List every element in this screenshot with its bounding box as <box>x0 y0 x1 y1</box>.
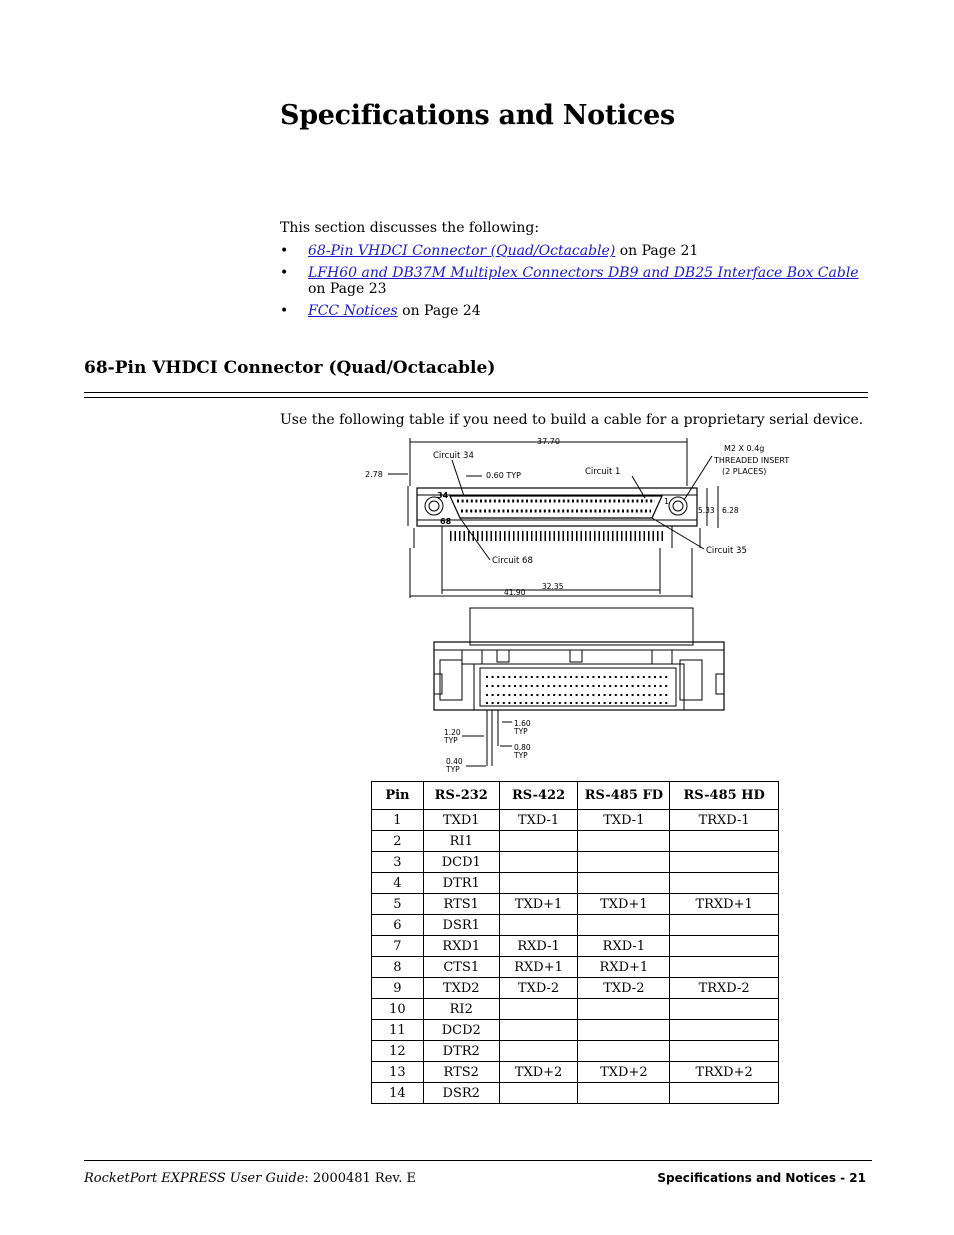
footer-doc-number: : 2000481 Rev. E <box>304 1171 416 1186</box>
table-cell <box>670 1020 779 1041</box>
dim-label: 0.40 <box>446 757 463 766</box>
table-cell: RTS2 <box>423 1062 499 1083</box>
circuit-label: Circuit 68 <box>492 556 533 566</box>
table-cell <box>578 852 670 873</box>
table-cell: TRXD-1 <box>670 810 779 831</box>
section-rule <box>84 397 868 398</box>
table-cell: RXD+1 <box>499 957 578 978</box>
table-cell <box>578 999 670 1020</box>
connector-top-view <box>365 437 789 598</box>
dim-label: 32.35 <box>542 582 564 591</box>
table-cell: TXD-2 <box>578 978 670 999</box>
table-cell <box>670 936 779 957</box>
table-row <box>372 894 779 915</box>
table-cell: DSR1 <box>423 915 499 936</box>
table-cell: 8 <box>372 957 424 978</box>
note-label: (2 PLACES) <box>722 467 767 476</box>
circuit-label: Circuit 1 <box>585 467 621 477</box>
table-cell: TRXD-2 <box>670 978 779 999</box>
column-header: RS-485 HD <box>670 782 779 810</box>
table-cell: 5 <box>372 894 424 915</box>
toc-item <box>280 265 880 297</box>
table-cell: TXD-1 <box>578 810 670 831</box>
column-header: Pin <box>372 782 424 810</box>
table-cell <box>670 1041 779 1062</box>
table-cell <box>670 999 779 1020</box>
table-cell: DCD1 <box>423 852 499 873</box>
footer-page-label: Specifications and Notices - 21 <box>657 1171 866 1185</box>
table-cell: TXD+1 <box>578 894 670 915</box>
table-cell <box>578 1041 670 1062</box>
toc-list <box>280 243 880 325</box>
bullet: • <box>280 243 289 259</box>
toc-link-vhdci[interactable]: 68-Pin VHDCI Connector (Quad/Octacable) <box>308 243 616 259</box>
intro-text: This section discusses the following: <box>280 220 540 236</box>
table-row <box>372 1062 779 1083</box>
dim-label: 0.80 <box>514 743 531 752</box>
dim-label: 1.60 <box>514 719 531 728</box>
table-cell: TXD1 <box>423 810 499 831</box>
pin-label: 1 <box>664 497 670 506</box>
table-cell: 2 <box>372 831 424 852</box>
footer-rule <box>84 1160 872 1161</box>
table-cell: 14 <box>372 1083 424 1104</box>
table-cell <box>670 873 779 894</box>
table-cell: 1 <box>372 810 424 831</box>
table-cell <box>499 1041 578 1062</box>
table-cell: RTS1 <box>423 894 499 915</box>
table-row <box>372 831 779 852</box>
table-cell: RXD1 <box>423 936 499 957</box>
toc-item <box>280 243 880 259</box>
note-label: THREADED INSERT <box>714 456 790 465</box>
table-cell: RXD+1 <box>578 957 670 978</box>
table-cell <box>670 852 779 873</box>
table-cell: CTS1 <box>423 957 499 978</box>
table-cell <box>578 1083 670 1104</box>
toc-page-ref: on Page 24 <box>397 303 481 319</box>
table-cell <box>499 999 578 1020</box>
dim-label: 2.78 <box>365 470 383 479</box>
dim-label: TYP <box>446 765 460 774</box>
table-body <box>372 810 779 1104</box>
table-row <box>372 1020 779 1041</box>
table-cell <box>578 915 670 936</box>
table-cell <box>670 831 779 852</box>
footer-guide-name: RocketPort EXPRESS User Guide <box>84 1171 305 1186</box>
toc-page-ref: on Page 21 <box>615 243 699 259</box>
table-cell <box>499 831 578 852</box>
table-cell <box>499 915 578 936</box>
table-cell: DCD2 <box>423 1020 499 1041</box>
table-cell <box>670 957 779 978</box>
page-title: Specifications and Notices <box>280 100 675 131</box>
table-cell: TXD+2 <box>499 1062 578 1083</box>
table-cell: 13 <box>372 1062 424 1083</box>
table-cell: TRXD+2 <box>670 1062 779 1083</box>
column-header: RS-422 <box>499 782 578 810</box>
dim-label: TYP <box>514 727 528 736</box>
dim-label: 41.90 <box>504 588 526 597</box>
table-row <box>372 999 779 1020</box>
table-row <box>372 978 779 999</box>
table-cell: 4 <box>372 873 424 894</box>
connector-drawing <box>362 436 802 776</box>
toc-item <box>280 303 880 319</box>
table-cell: DTR1 <box>423 873 499 894</box>
circuit-label: Circuit 34 <box>433 451 474 461</box>
dim-label: 6.28 <box>722 506 739 515</box>
dim-label: TYP <box>514 751 528 760</box>
dim-label: 37.70 <box>537 437 560 446</box>
table-row <box>372 852 779 873</box>
table-cell: RXD-1 <box>578 936 670 957</box>
column-header: RS-485 FD <box>578 782 670 810</box>
table-cell <box>499 873 578 894</box>
column-header: RS-232 <box>423 782 499 810</box>
table-cell <box>499 1020 578 1041</box>
table-header-row <box>372 782 779 810</box>
toc-link-fcc[interactable]: FCC Notices <box>308 303 398 319</box>
table-row <box>372 810 779 831</box>
table-cell: RXD-1 <box>499 936 578 957</box>
section-heading: 68-Pin VHDCI Connector (Quad/Octacable) <box>84 358 496 378</box>
circuit-label: Circuit 35 <box>706 546 747 556</box>
table-cell: DTR2 <box>423 1041 499 1062</box>
footer-doc-title <box>84 1171 416 1186</box>
table-row <box>372 915 779 936</box>
table-cell: 7 <box>372 936 424 957</box>
table-cell <box>499 1083 578 1104</box>
table-row <box>372 873 779 894</box>
table-cell <box>578 873 670 894</box>
table-cell <box>670 915 779 936</box>
pin-label: 34 <box>437 491 449 500</box>
note-label: M2 X 0.4g <box>724 444 765 453</box>
table-cell: 3 <box>372 852 424 873</box>
bullet: • <box>280 303 289 319</box>
table-cell <box>499 852 578 873</box>
dim-label: TYP <box>444 736 458 745</box>
table-cell: DSR2 <box>423 1083 499 1104</box>
table-cell: TXD2 <box>423 978 499 999</box>
table-cell: 11 <box>372 1020 424 1041</box>
table-cell: RI1 <box>423 831 499 852</box>
table-cell: 12 <box>372 1041 424 1062</box>
table-cell: 6 <box>372 915 424 936</box>
pin-label: 68 <box>440 517 452 526</box>
table-row <box>372 1041 779 1062</box>
pin-table <box>371 781 779 1104</box>
table-cell: 9 <box>372 978 424 999</box>
section-rule <box>84 392 868 393</box>
bullet: • <box>280 265 289 281</box>
table-cell: TXD+2 <box>578 1062 670 1083</box>
table-cell: TXD-2 <box>499 978 578 999</box>
toc-link-lfh60[interactable]: LFH60 and DB37M Multiplex Connectors DB9 and DB25 Interface Box Cable <box>308 265 859 281</box>
table-cell <box>578 831 670 852</box>
usage-text: Use the following table if you need to build a cable for a proprietary serial device. <box>280 412 864 428</box>
table-cell: TRXD+1 <box>670 894 779 915</box>
connector-front-view <box>434 608 724 774</box>
table-row <box>372 957 779 978</box>
dim-label: 1.20 <box>444 728 461 737</box>
dim-label: 5.33 <box>698 506 715 515</box>
table-cell <box>670 1083 779 1104</box>
table-cell <box>578 1020 670 1041</box>
table-cell: RI2 <box>423 999 499 1020</box>
table-cell: 10 <box>372 999 424 1020</box>
dim-label: 0.60 TYP <box>486 471 521 480</box>
table-row <box>372 936 779 957</box>
table-row <box>372 1083 779 1104</box>
table-cell: TXD-1 <box>499 810 578 831</box>
toc-page-ref: on Page 23 <box>308 281 387 297</box>
table-cell: TXD+1 <box>499 894 578 915</box>
